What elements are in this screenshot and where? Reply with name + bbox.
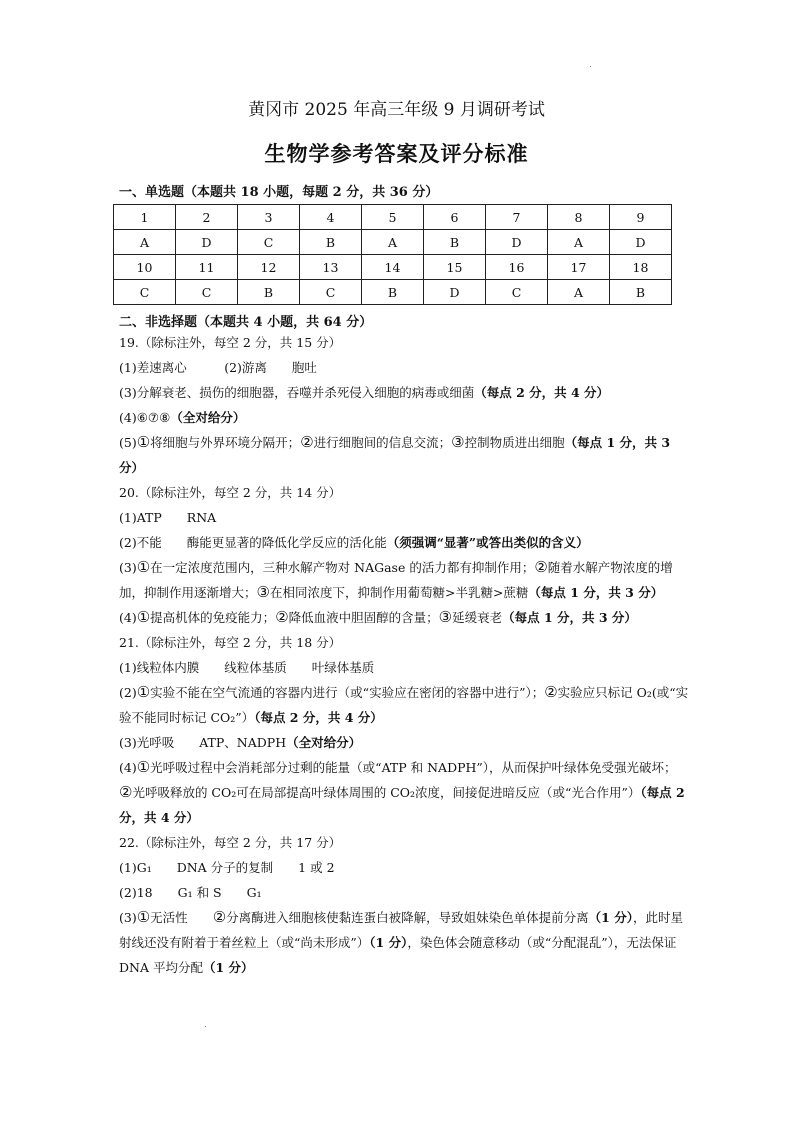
- q19-a3: (3)分解衰老、损伤的细胞器，吞噬并杀死侵入细胞的病毒或细菌（每点 2 分，共 4 分）: [119, 385, 610, 400]
- table-cell: C: [300, 280, 362, 305]
- section1-heading: 一、单选题（本题共 18 小题，每题 2 分，共 36 分）: [119, 185, 439, 200]
- q21-head: 21.（除标注外，每空 2 分，共 18 分）: [119, 635, 342, 650]
- section2-heading: 二、非选择题（本题共 4 小题，共 64 分）: [119, 315, 373, 330]
- answers-body: [119, 330, 689, 980]
- table-cell: D: [176, 230, 238, 255]
- table-cell: 16: [486, 255, 548, 280]
- q19-a5: (5)①将细胞与外界环境分隔开；②进行细胞间的信息交流；③控制物质进出细胞（每点 1 分，共 3 分）: [119, 433, 671, 475]
- answer-table: [113, 204, 672, 305]
- table-cell: 3: [238, 205, 300, 230]
- q22-a1: (1)G₁ DNA 分子的复制 1 或 2: [119, 860, 335, 875]
- q21-a1: (1)线粒体内膜 线粒体基质 叶绿体基质: [119, 660, 375, 675]
- table-cell: 14: [362, 255, 424, 280]
- scan-speck: [205, 1026, 206, 1027]
- table-cell: 12: [238, 255, 300, 280]
- table-cell: 6: [424, 205, 486, 230]
- table-cell: B: [238, 280, 300, 305]
- table-row-question-numbers: [114, 255, 672, 280]
- q19-head: 19.（除标注外，每空 2 分，共 15 分）: [119, 335, 342, 350]
- q22-a3: (3)①无活性 ②分离酶进入细胞核使黏连蛋白被降解，导致姐妹染色单体提前分离（1 分），此时星射线还没有附着于着丝粒上（或“尚未形成”）（1 分），染色体会随意移动（或“分配混乱”），无法保证 DNA 平均分配（1 分）: [119, 908, 683, 975]
- q19-a1: (1)差速离心 (2)游离 胞吐: [119, 360, 317, 375]
- table-cell: 7: [486, 205, 548, 230]
- table-cell: 11: [176, 255, 238, 280]
- q20-a3: (3)①在一定浓度范围内，三种水解产物对 NAGase 的活力都有抑制作用；②随着水解产物浓度的增加，抑制作用逐渐增大；③在相同浓度下，抑制作用葡萄糖>半乳糖>蔗糖（每点 1 分，共 3 分）: [119, 558, 673, 601]
- table-cell: 4: [300, 205, 362, 230]
- q20-head: 20.（除标注外，每空 2 分，共 14 分）: [119, 485, 342, 500]
- table-cell: A: [548, 230, 610, 255]
- table-row-answers: [114, 280, 672, 305]
- table-row-question-numbers: [114, 205, 672, 230]
- table-cell: C: [486, 280, 548, 305]
- table-cell: D: [424, 280, 486, 305]
- q20-a1: (1)ATP RNA: [119, 510, 217, 525]
- table-cell: 1: [114, 205, 176, 230]
- table-cell: 9: [610, 205, 672, 230]
- table-cell: A: [114, 230, 176, 255]
- q22-a2: (2)18 G₁ 和 S G₁: [119, 885, 262, 900]
- table-row-answers: [114, 230, 672, 255]
- q19-a4: (4)⑥⑦⑧（全对给分）: [119, 410, 246, 425]
- table-cell: 5: [362, 205, 424, 230]
- table-cell: 13: [300, 255, 362, 280]
- scan-speck: [590, 66, 591, 67]
- exam-title: 黄冈市 2025 年高三年级 9 月调研考试: [248, 100, 545, 120]
- table-cell: 15: [424, 255, 486, 280]
- document-title: 生物学参考答案及评分标准: [264, 141, 529, 166]
- table-cell: C: [238, 230, 300, 255]
- q20-a4: (4)①提高机体的免疫能力；②降低血液中胆固醇的含量；③延缓衰老（每点 1 分，共 3 分）: [119, 608, 637, 626]
- table-cell: C: [114, 280, 176, 305]
- q21-a3: (3)光呼吸 ATP、NADPH（全对给分）: [119, 735, 362, 750]
- table-cell: B: [610, 280, 672, 305]
- table-cell: B: [362, 280, 424, 305]
- q22-head: 22.（除标注外，每空 2 分，共 17 分）: [119, 835, 342, 850]
- table-cell: 17: [548, 255, 610, 280]
- table-cell: A: [548, 280, 610, 305]
- q21-a4: (4)①光呼吸过程中会消耗部分过剩的能量（或“ATP 和 NADPH”），从而保护叶绿体免受强光破坏；②光呼吸释放的 CO₂可在局部提高叶绿体周围的 CO₂浓度，间接促进暗反应（或“光合作用”）（每点 2 分，共 4 分）: [119, 758, 685, 825]
- table-cell: D: [486, 230, 548, 255]
- table-cell: A: [362, 230, 424, 255]
- q20-a2: (2)不能 酶能更显著的降低化学反应的活化能（须强调“显著”或答出类似的含义）: [119, 535, 589, 550]
- table-cell: 18: [610, 255, 672, 280]
- table-cell: B: [424, 230, 486, 255]
- table-cell: 2: [176, 205, 238, 230]
- table-cell: 8: [548, 205, 610, 230]
- table-cell: D: [610, 230, 672, 255]
- q21-a2: (2)①实验不能在空气流通的容器内进行（或“实验应在密闭的容器中进行”）；②实验应只标记 O₂(或“实验不能同时标记 CO₂”）（每点 2 分，共 4 分）: [119, 683, 689, 725]
- table-cell: B: [300, 230, 362, 255]
- table-cell: 10: [114, 255, 176, 280]
- table-cell: C: [176, 280, 238, 305]
